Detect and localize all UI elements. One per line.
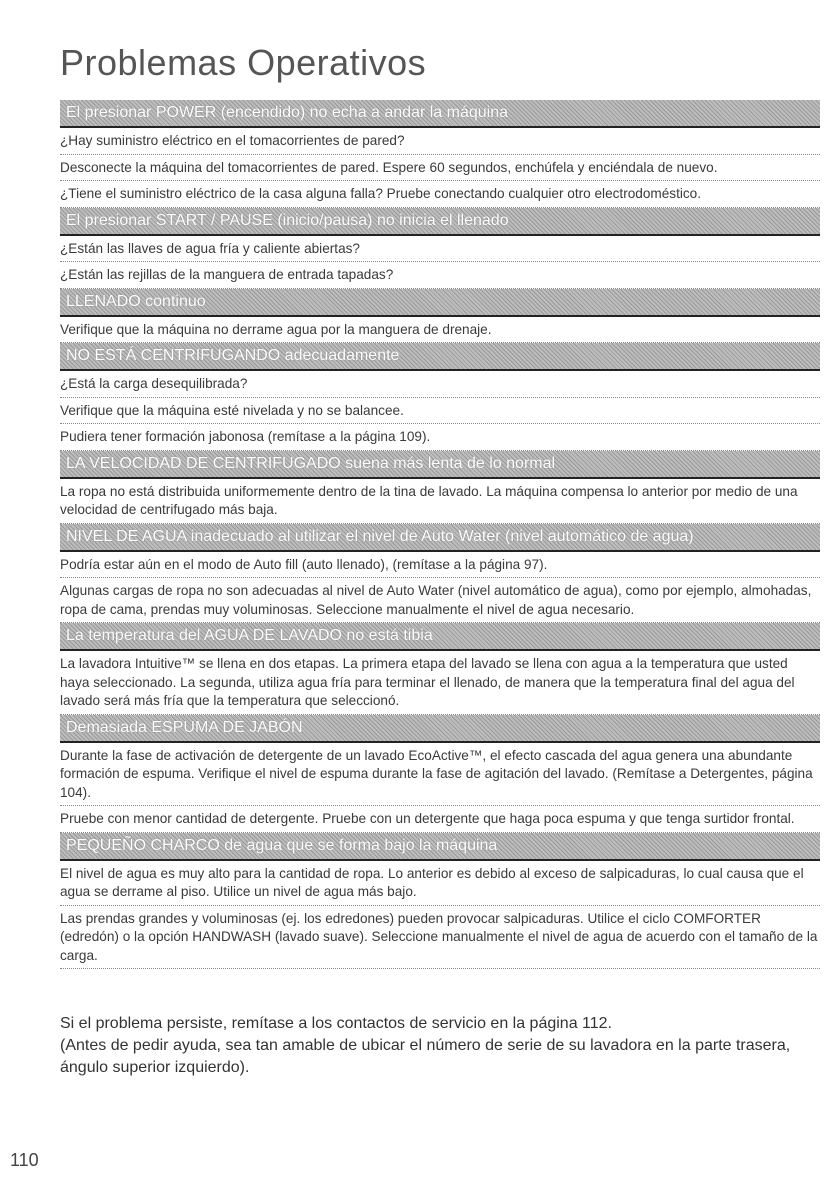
- service-note-line: (Antes de pedir ayuda, sea tan amable de ubicar el número de serie de su lavadora en la parte trasera, ángulo superior izquierdo).: [60, 1037, 791, 1076]
- list-item: La lavadora Intuitive™ se llena en dos etapas. La primera etapa del lavado se llena con agua a la temperatura que usted haya seleccionado. La segunda, utiliza agua fría para terminar el llenado, de manera que la temperatura final del agua del lavado será más fría que la temperatura que seleccionó.: [60, 651, 820, 715]
- list-item: Verifique que la máquina no derrame agua por la manguera de drenaje.: [60, 317, 820, 344]
- troubleshooting-list: [60, 100, 820, 969]
- section-water-puddle: [60, 833, 820, 970]
- section-continuous-fill: [60, 289, 820, 344]
- page-title: Problemas Operativos: [60, 42, 427, 83]
- section-header: NO ESTÁ CENTRIFUGANDO adecuadamente: [60, 343, 820, 371]
- list-item: Algunas cargas de ropa no son adecuadas al nivel de Auto Water (nivel automático de agua), como por ejemplo, almohadas, ropa de cama, prendas muy voluminosas. Seleccione manualmente el nivel de agua necesario.: [60, 578, 820, 623]
- list-item: Verifique que la máquina esté nivelada y no se balancee.: [60, 398, 820, 425]
- section-not-spinning: [60, 343, 820, 451]
- section-header: La temperatura del AGUA DE LAVADO no está tibia: [60, 623, 820, 651]
- list-item: Desconecte la máquina del tomacorrientes de pared. Espere 60 segundos, enchúfela y enciéndala de nuevo.: [60, 155, 820, 182]
- list-item: ¿Tiene el suministro eléctrico de la casa alguna falla? Pruebe conectando cualquier otro electrodoméstico.: [60, 181, 820, 208]
- list-item: Las prendas grandes y voluminosas (ej. los edredones) pueden provocar salpicaduras. Utilice el ciclo COMFORTER (edredón) o la opción HANDWASH (lavado suave). Seleccione manualmente el nivel de agua de acuerdo con el tamaño de la carga.: [60, 906, 820, 970]
- list-item: ¿Está la carga desequilibrada?: [60, 371, 820, 398]
- service-note-line: Si el problema persiste, remítase a los contactos de servicio en la página 112.: [60, 1015, 612, 1032]
- section-header: NIVEL DE AGUA inadecuado al utilizar el nivel de Auto Water (nivel automático de agua): [60, 524, 820, 552]
- list-item: ¿Están las llaves de agua fría y caliente abiertas?: [60, 236, 820, 263]
- section-too-much-suds: [60, 715, 820, 833]
- section-header: El presionar POWER (encendido) no echa a andar la máquina: [60, 100, 820, 128]
- section-wash-temperature: [60, 623, 820, 715]
- section-header: El presionar START / PAUSE (inicio/pausa) no inicia el llenado: [60, 208, 820, 236]
- list-item: Durante la fase de activación de detergente de un lavado EcoActive™, el efecto cascada del agua genera una abundante formación de espuma. Verifique el nivel de espuma durante la fase de agitación del lavado. (Remítase a Detergentes, página 104).: [60, 743, 820, 807]
- page-number: 110: [10, 1150, 39, 1170]
- section-header: LA VELOCIDAD DE CENTRIFUGADO suena más lenta de lo normal: [60, 451, 820, 479]
- list-item: Pudiera tener formación jabonosa (remítase a la página 109).: [60, 424, 820, 451]
- list-item: La ropa no está distribuida uniformemente dentro de la tina de lavado. La máquina compensa lo anterior por medio de una velocidad de centrifugado más baja.: [60, 479, 820, 524]
- section-spin-speed: [60, 451, 820, 524]
- list-item: Podría estar aún en el modo de Auto fill (auto llenado), (remítase a la página 97).: [60, 552, 820, 579]
- list-item: El nivel de agua es muy alto para la cantidad de ropa. Lo anterior es debido al exceso de salpicaduras, lo cual causa que el agua se derrame al piso. Utilice un nivel de agua más bajo.: [60, 861, 820, 906]
- section-header: LLENADO continuo: [60, 289, 820, 317]
- section-water-level: [60, 524, 820, 624]
- list-item: Pruebe con menor cantidad de detergente. Pruebe con un detergente que haga poca espuma y que tenga surtidor frontal.: [60, 806, 820, 833]
- list-item: ¿Hay suministro eléctrico en el tomacorrientes de pared?: [60, 128, 820, 155]
- section-power: [60, 100, 820, 208]
- section-header: Demasiada ESPUMA DE JABÓN: [60, 715, 820, 743]
- section-start-pause: [60, 208, 820, 289]
- list-item: ¿Están las rejillas de la manguera de entrada tapadas?: [60, 262, 820, 289]
- service-note: [60, 1013, 820, 1079]
- section-header: PEQUEÑO CHARCO de agua que se forma bajo la máquina: [60, 833, 820, 861]
